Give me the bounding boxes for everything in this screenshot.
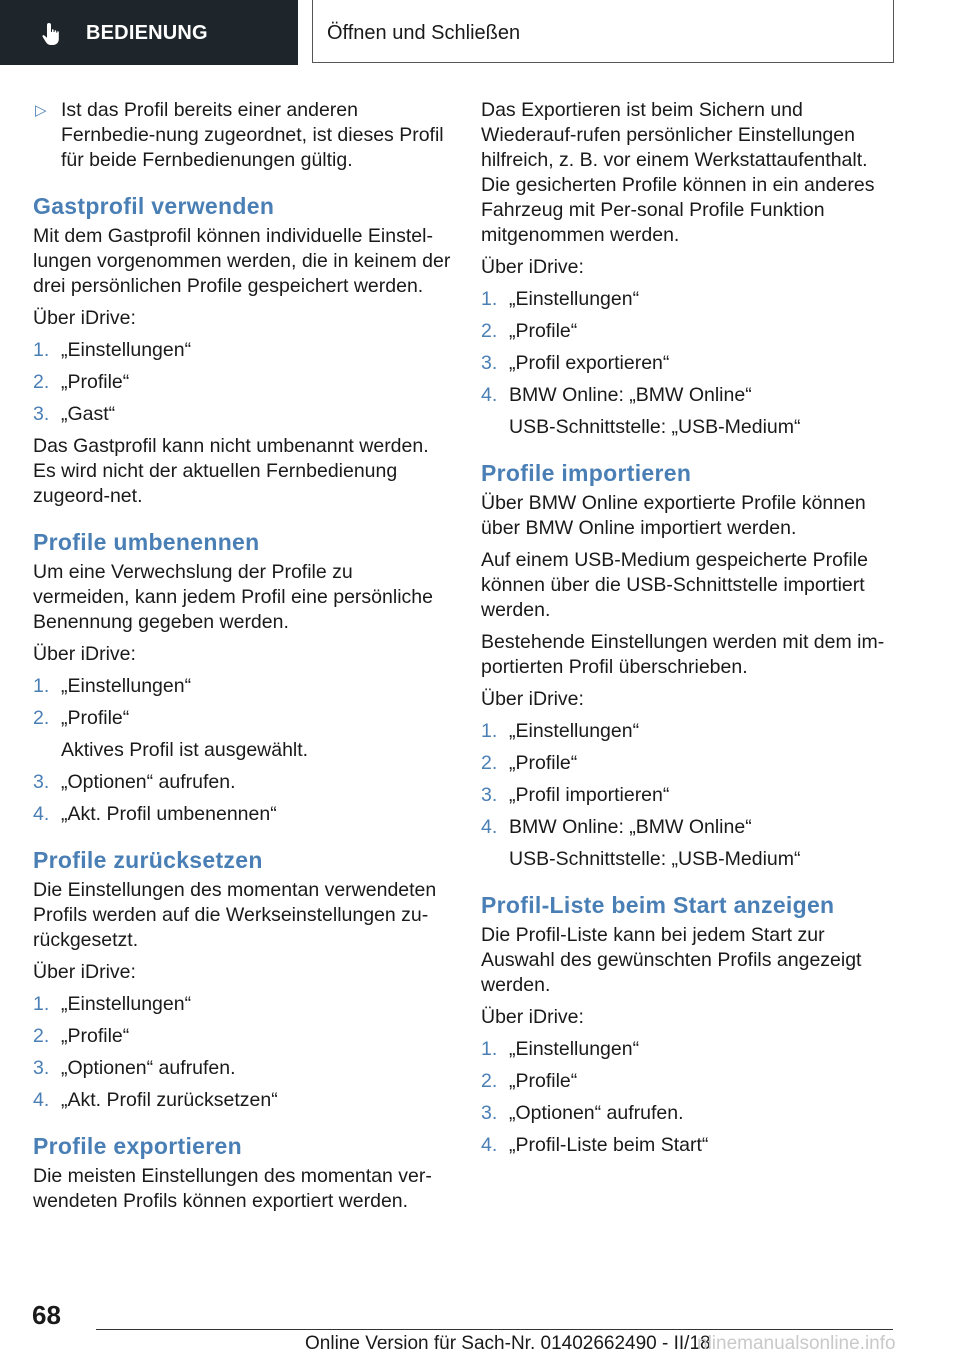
import-text-1: Über BMW Online exportierte Profile können über BMW Online importiert werden. xyxy=(481,492,866,539)
chapter-header xyxy=(312,0,894,63)
list-item: 2. „Profile“ xyxy=(481,320,578,342)
list-item: 3. „Profil importieren“ xyxy=(481,784,670,806)
list-item: 2. „Profile“ Aktives Profil ist ausgewählt. xyxy=(33,707,309,761)
export-heading: Profile exportieren xyxy=(33,1133,242,1159)
import-heading: Profile importieren xyxy=(481,460,692,486)
list-item: 1. „Einstellungen“ xyxy=(481,288,640,310)
list-item: 4. „Profil-Liste beim Start“ xyxy=(481,1134,709,1156)
list-item: 4. BMW Online: „BMW Online“ USB-Schnittstelle: „USB-Medium“ xyxy=(481,816,801,870)
list-item: 3. „Gast“ xyxy=(33,403,116,425)
import-via: Über iDrive: xyxy=(481,688,584,710)
reset-heading: Profile zurücksetzen xyxy=(33,847,263,873)
guest-note: Das Gastprofil kann nicht umbenannt werden. Es wird nicht der aktuellen Fernbedienung zugeord-net. xyxy=(33,435,429,507)
export-cont-text: Das Exportieren ist beim Sichern und Wiederauf-rufen persönlicher Einstellungen hilfreich, z. B. vor einem Werkstattaufenthalt. Die gesicherten Profile können in ein anderes Fahrzeug mit Per-sonal Profile Funktion mitgenommen werden. xyxy=(481,99,875,246)
left-column xyxy=(33,98,453,1221)
export-via: Über iDrive: xyxy=(481,256,584,278)
list-item: 3. „Profil exportieren“ xyxy=(481,352,670,374)
section-tab xyxy=(0,0,298,65)
guest-heading: Gastprofil verwenden xyxy=(33,193,275,219)
list-item: 4. „Akt. Profil zurücksetzen“ xyxy=(33,1089,278,1111)
list-item: 1. „Einstellungen“ xyxy=(481,720,640,742)
startlist-heading: Profil-Liste beim Start anzeigen xyxy=(481,892,835,918)
list-item: 4. „Akt. Profil umbenennen“ xyxy=(33,803,277,825)
guest-text: Mit dem Gastprofil können individuelle Einstel-lungen vorgenommen werden, die in keinem der drei persönlichen Profile gespeichert werden. xyxy=(33,225,451,297)
export-text: Die meisten Einstellungen des momentan ver-wendeten Profils können exportiert werden. xyxy=(33,1165,432,1212)
list-item: 2. „Profile“ xyxy=(33,371,130,393)
list-item: 1. „Einstellungen“ xyxy=(33,675,192,697)
guest-steps xyxy=(33,338,453,427)
list-item: 1. „Einstellungen“ xyxy=(481,1038,640,1060)
startlist-via: Über iDrive: xyxy=(481,1006,584,1028)
reset-via: Über iDrive: xyxy=(33,961,136,983)
startlist-steps xyxy=(481,1037,901,1158)
guest-via: Über iDrive: xyxy=(33,307,136,329)
page-number: 68 xyxy=(32,1300,61,1330)
reset-text: Die Einstellungen des momentan verwendeten Profils werden auf die Werkseinstellungen zu-rückgesetzt. xyxy=(33,879,437,951)
startlist-text: Die Profil-Liste kann bei jedem Start zur Auswahl des gewünschten Profils angezeigt werden. xyxy=(481,924,862,996)
list-item: 2. „Profile“ xyxy=(481,1070,578,1092)
list-item: 4. BMW Online: „BMW Online“ USB-Schnittstelle: „USB-Medium“ xyxy=(481,384,801,438)
intro-bullet: ▷ Ist das Profil bereits einer anderen Fernbedie-nung zugeordnet, ist dieses Profil für beide Fernbedienungen gültig. xyxy=(35,99,444,171)
footer-text: Online Version für Sach-Nr. 01402662490 - II/18 xyxy=(305,1333,711,1354)
hand-pointer-icon xyxy=(38,20,66,48)
rename-steps xyxy=(33,674,453,827)
watermark: nlinemanualsonline.info xyxy=(697,1333,896,1354)
list-item: 3. „Optionen“ aufrufen. xyxy=(33,1057,236,1079)
export-steps xyxy=(481,287,901,440)
import-text-3: Bestehende Einstellungen werden mit dem im-portierten Profil überschrieben. xyxy=(481,631,885,678)
right-column xyxy=(481,98,901,1165)
triangle-bullet-icon: ▷ xyxy=(35,102,47,119)
rename-heading: Profile umbenennen xyxy=(33,529,260,555)
section-label: BEDIENUNG xyxy=(86,22,208,44)
list-item: 1. „Einstellungen“ xyxy=(33,993,192,1015)
reset-steps xyxy=(33,992,453,1113)
import-steps xyxy=(481,719,901,872)
list-item: 3. „Optionen“ aufrufen. xyxy=(33,771,236,793)
chapter-title: Öffnen und Schließen xyxy=(327,22,521,44)
list-item: 2. „Profile“ xyxy=(33,1025,130,1047)
list-item: 3. „Optionen“ aufrufen. xyxy=(481,1102,684,1124)
footer-divider xyxy=(96,1329,893,1330)
rename-text: Um eine Verwechslung der Profile zu vermeiden, kann jedem Profil eine persönliche Benennung gegeben werden. xyxy=(33,561,433,633)
import-text-2: Auf einem USB-Medium gespeicherte Profile können über die USB-Schnittstelle importiert werden. xyxy=(481,549,868,621)
list-item: 2. „Profile“ xyxy=(481,752,578,774)
rename-via: Über iDrive: xyxy=(33,643,136,665)
list-item: 1. „Einstellungen“ xyxy=(33,339,192,361)
